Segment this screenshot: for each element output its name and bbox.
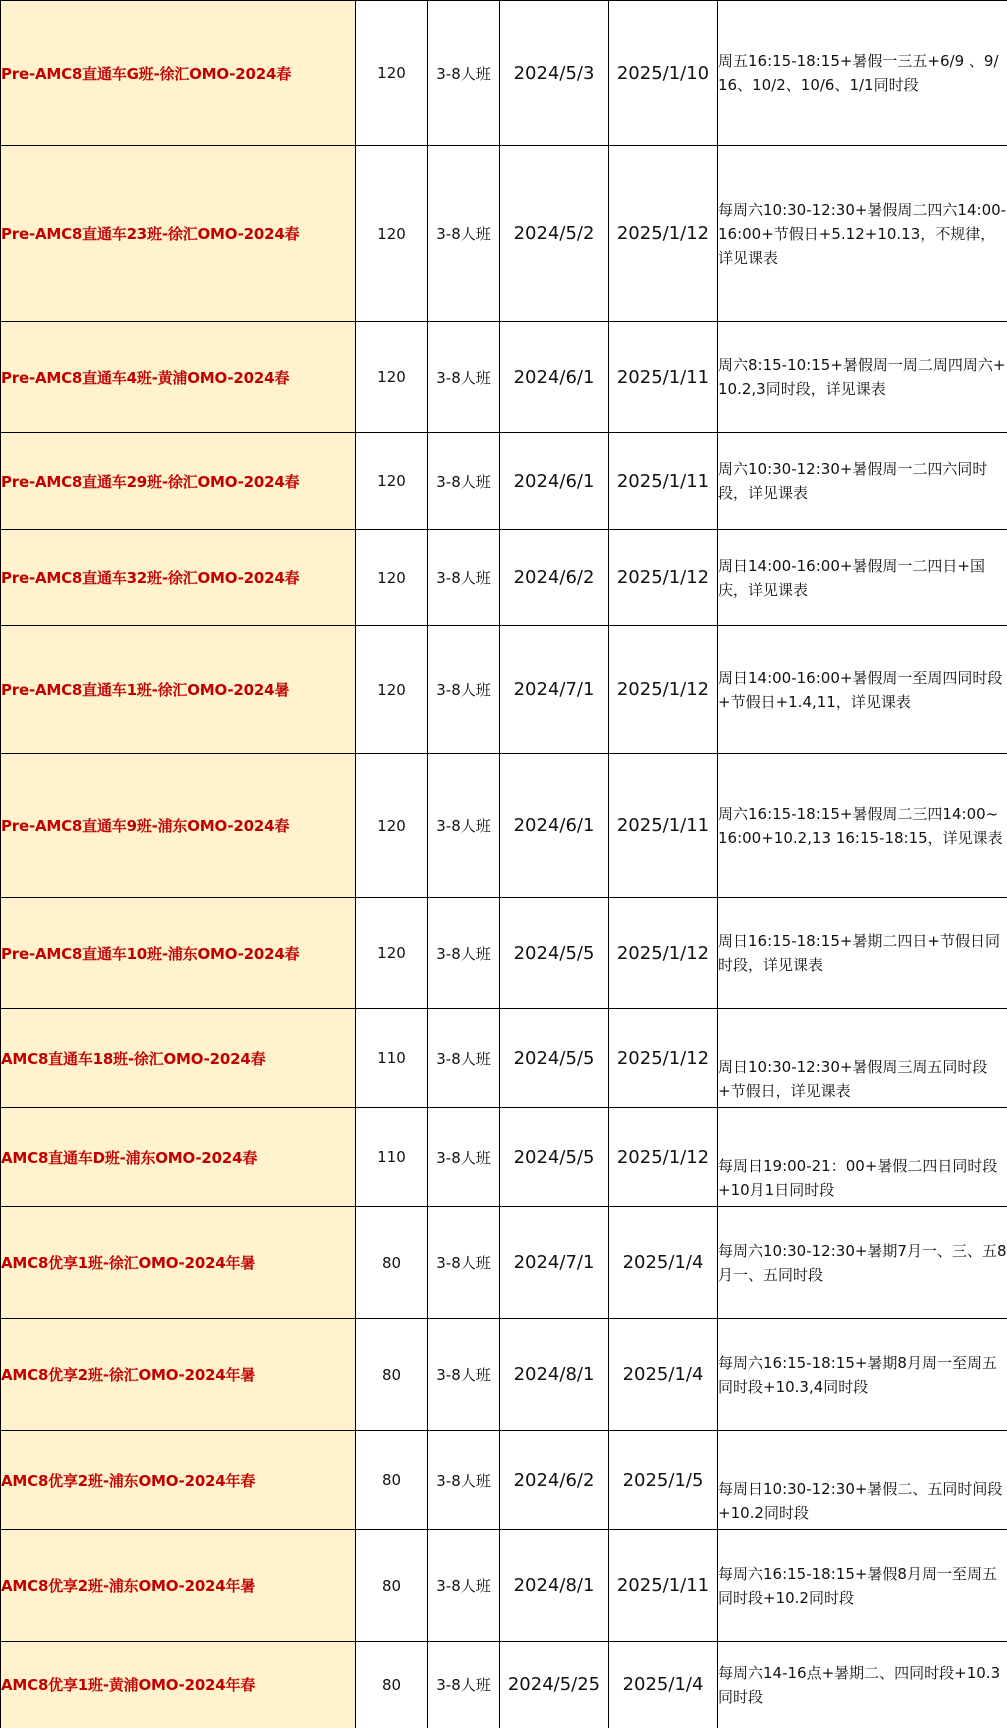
end-date-cell: 2025/1/11: [609, 433, 718, 530]
class-name-cell: Pre-AMC8直通车4班-黄浦OMO-2024春: [1, 322, 356, 433]
hours-cell: 120: [356, 1, 428, 146]
class-size-cell: 3-8人班: [428, 1431, 500, 1530]
class-size-cell: 3-8人班: [428, 1, 500, 146]
end-date-cell: 2025/1/4: [609, 1642, 718, 1728]
hours-cell: 120: [356, 898, 428, 1009]
class-size-cell: 3-8人班: [428, 1108, 500, 1207]
end-date-cell: 2025/1/12: [609, 146, 718, 322]
hours-cell: 110: [356, 1009, 428, 1108]
class-size-cell: 3-8人班: [428, 754, 500, 898]
table-row: [1, 898, 1007, 1009]
class-size-cell: 3-8人班: [428, 626, 500, 754]
hours-cell: 120: [356, 146, 428, 322]
schedule-cell: 每周六16:15-18:15+暑假8月周一至周五同时段+10.2同时段: [718, 1530, 1007, 1642]
end-date-cell: 2025/1/4: [609, 1207, 718, 1319]
end-date-cell: 2025/1/10: [609, 1, 718, 146]
schedule-cell: 周日10:30-12:30+暑假周三周五同时段+节假日，详见课表: [718, 1009, 1007, 1108]
start-date-cell: 2024/6/2: [500, 1431, 609, 1530]
schedule-cell: 每周六10:30-12:30+暑假周二四六14:00-16:00+节假日+5.12+10.13，不规律，详见课表: [718, 146, 1007, 322]
table-row: [1, 1319, 1007, 1431]
schedule-cell: 每周六14-16点+暑期二、四同时段+10.3同时段: [718, 1642, 1007, 1728]
table-row: [1, 1431, 1007, 1530]
start-date-cell: 2024/6/1: [500, 433, 609, 530]
schedule-cell: 每周日10:30-12:30+暑假二、五同时间段+10.2同时段: [718, 1431, 1007, 1530]
start-date-cell: 2024/5/3: [500, 1, 609, 146]
hours-cell: 120: [356, 626, 428, 754]
end-date-cell: 2025/1/12: [609, 1108, 718, 1207]
end-date-cell: 2025/1/11: [609, 1530, 718, 1642]
table-row: [1, 1009, 1007, 1108]
schedule-cell: 每周六10:30-12:30+暑期7月一、三、五8月一、五同时段: [718, 1207, 1007, 1319]
end-date-cell: 2025/1/12: [609, 1009, 718, 1108]
hours-cell: 120: [356, 754, 428, 898]
end-date-cell: 2025/1/12: [609, 530, 718, 626]
table-row: [1, 146, 1007, 322]
class-size-cell: 3-8人班: [428, 1207, 500, 1319]
class-name-cell: AMC8优享2班-徐汇OMO-2024年暑: [1, 1319, 356, 1431]
class-size-cell: 3-8人班: [428, 1642, 500, 1728]
start-date-cell: 2024/7/1: [500, 1207, 609, 1319]
table-row: [1, 322, 1007, 433]
class-name-cell: AMC8直通车D班-浦东OMO-2024春: [1, 1108, 356, 1207]
end-date-cell: 2025/1/11: [609, 322, 718, 433]
start-date-cell: 2024/5/25: [500, 1642, 609, 1728]
class-name-cell: AMC8优享2班-浦东OMO-2024年春: [1, 1431, 356, 1530]
table-row: [1, 1642, 1007, 1728]
class-size-cell: 3-8人班: [428, 146, 500, 322]
class-size-cell: 3-8人班: [428, 1319, 500, 1431]
hours-cell: 110: [356, 1108, 428, 1207]
end-date-cell: 2025/1/12: [609, 898, 718, 1009]
table-row: [1, 1, 1007, 146]
schedule-cell: 每周日19:00-21：00+暑假二四日同时段+10月1日同时段: [718, 1108, 1007, 1207]
hours-cell: 120: [356, 530, 428, 626]
hours-cell: 120: [356, 322, 428, 433]
hours-cell: 80: [356, 1642, 428, 1728]
hours-cell: 80: [356, 1530, 428, 1642]
class-size-cell: 3-8人班: [428, 322, 500, 433]
table-row: [1, 1530, 1007, 1642]
hours-cell: 80: [356, 1431, 428, 1530]
class-name-cell: Pre-AMC8直通车10班-浦东OMO-2024春: [1, 898, 356, 1009]
hours-cell: 80: [356, 1319, 428, 1431]
class-name-cell: Pre-AMC8直通车32班-徐汇OMO-2024春: [1, 530, 356, 626]
start-date-cell: 2024/6/1: [500, 754, 609, 898]
table-row: [1, 433, 1007, 530]
schedule-cell: 周日14:00-16:00+暑假周一二四日+国庆，详见课表: [718, 530, 1007, 626]
table-row: [1, 626, 1007, 754]
schedule-cell: 周六8:15-10:15+暑假周一周二周四周六+10.2,3同时段，详见课表: [718, 322, 1007, 433]
class-name-cell: AMC8直通车18班-徐汇OMO-2024春: [1, 1009, 356, 1108]
start-date-cell: 2024/5/5: [500, 898, 609, 1009]
end-date-cell: 2025/1/12: [609, 626, 718, 754]
start-date-cell: 2024/5/5: [500, 1009, 609, 1108]
hours-cell: 120: [356, 433, 428, 530]
schedule-cell: 周六16:15-18:15+暑假周二三四14:00~16:00+10.2,13 16:15-18:15，详见课表: [718, 754, 1007, 898]
class-name-cell: Pre-AMC8直通车G班-徐汇OMO-2024春: [1, 1, 356, 146]
class-name-cell: AMC8优享2班-浦东OMO-2024年暑: [1, 1530, 356, 1642]
start-date-cell: 2024/6/1: [500, 322, 609, 433]
schedule-cell: 周日14:00-16:00+暑假周一至周四同时段+节假日+1.4,11，详见课表: [718, 626, 1007, 754]
end-date-cell: 2025/1/11: [609, 754, 718, 898]
table-row: [1, 530, 1007, 626]
start-date-cell: 2024/6/2: [500, 530, 609, 626]
hours-cell: 80: [356, 1207, 428, 1319]
start-date-cell: 2024/5/2: [500, 146, 609, 322]
end-date-cell: 2025/1/4: [609, 1319, 718, 1431]
class-name-cell: Pre-AMC8直通车1班-徐汇OMO-2024暑: [1, 626, 356, 754]
class-size-cell: 3-8人班: [428, 530, 500, 626]
class-size-cell: 3-8人班: [428, 898, 500, 1009]
class-size-cell: 3-8人班: [428, 1530, 500, 1642]
class-name-cell: Pre-AMC8直通车29班-徐汇OMO-2024春: [1, 433, 356, 530]
class-size-cell: 3-8人班: [428, 433, 500, 530]
class-name-cell: Pre-AMC8直通车9班-浦东OMO-2024春: [1, 754, 356, 898]
table-row: [1, 754, 1007, 898]
class-name-cell: AMC8优享1班-黄浦OMO-2024年春: [1, 1642, 356, 1728]
class-name-cell: Pre-AMC8直通车23班-徐汇OMO-2024春: [1, 146, 356, 322]
table-row: [1, 1207, 1007, 1319]
class-size-cell: 3-8人班: [428, 1009, 500, 1108]
class-name-cell: AMC8优享1班-徐汇OMO-2024年暑: [1, 1207, 356, 1319]
schedule-cell: 每周六16:15-18:15+暑期8月周一至周五同时段+10.3,4同时段: [718, 1319, 1007, 1431]
schedule-cell: 周日16:15-18:15+暑期二四日+节假日同时段，详见课表: [718, 898, 1007, 1009]
schedule-cell: 周五16:15-18:15+暑假一三五+6/9 、9/16、10/2、10/6、1/1同时段: [718, 1, 1007, 146]
start-date-cell: 2024/7/1: [500, 626, 609, 754]
start-date-cell: 2024/8/1: [500, 1530, 609, 1642]
schedule-cell: 周六10:30-12:30+暑假周一二四六同时段，详见课表: [718, 433, 1007, 530]
end-date-cell: 2025/1/5: [609, 1431, 718, 1530]
table-row: [1, 1108, 1007, 1207]
start-date-cell: 2024/5/5: [500, 1108, 609, 1207]
start-date-cell: 2024/8/1: [500, 1319, 609, 1431]
